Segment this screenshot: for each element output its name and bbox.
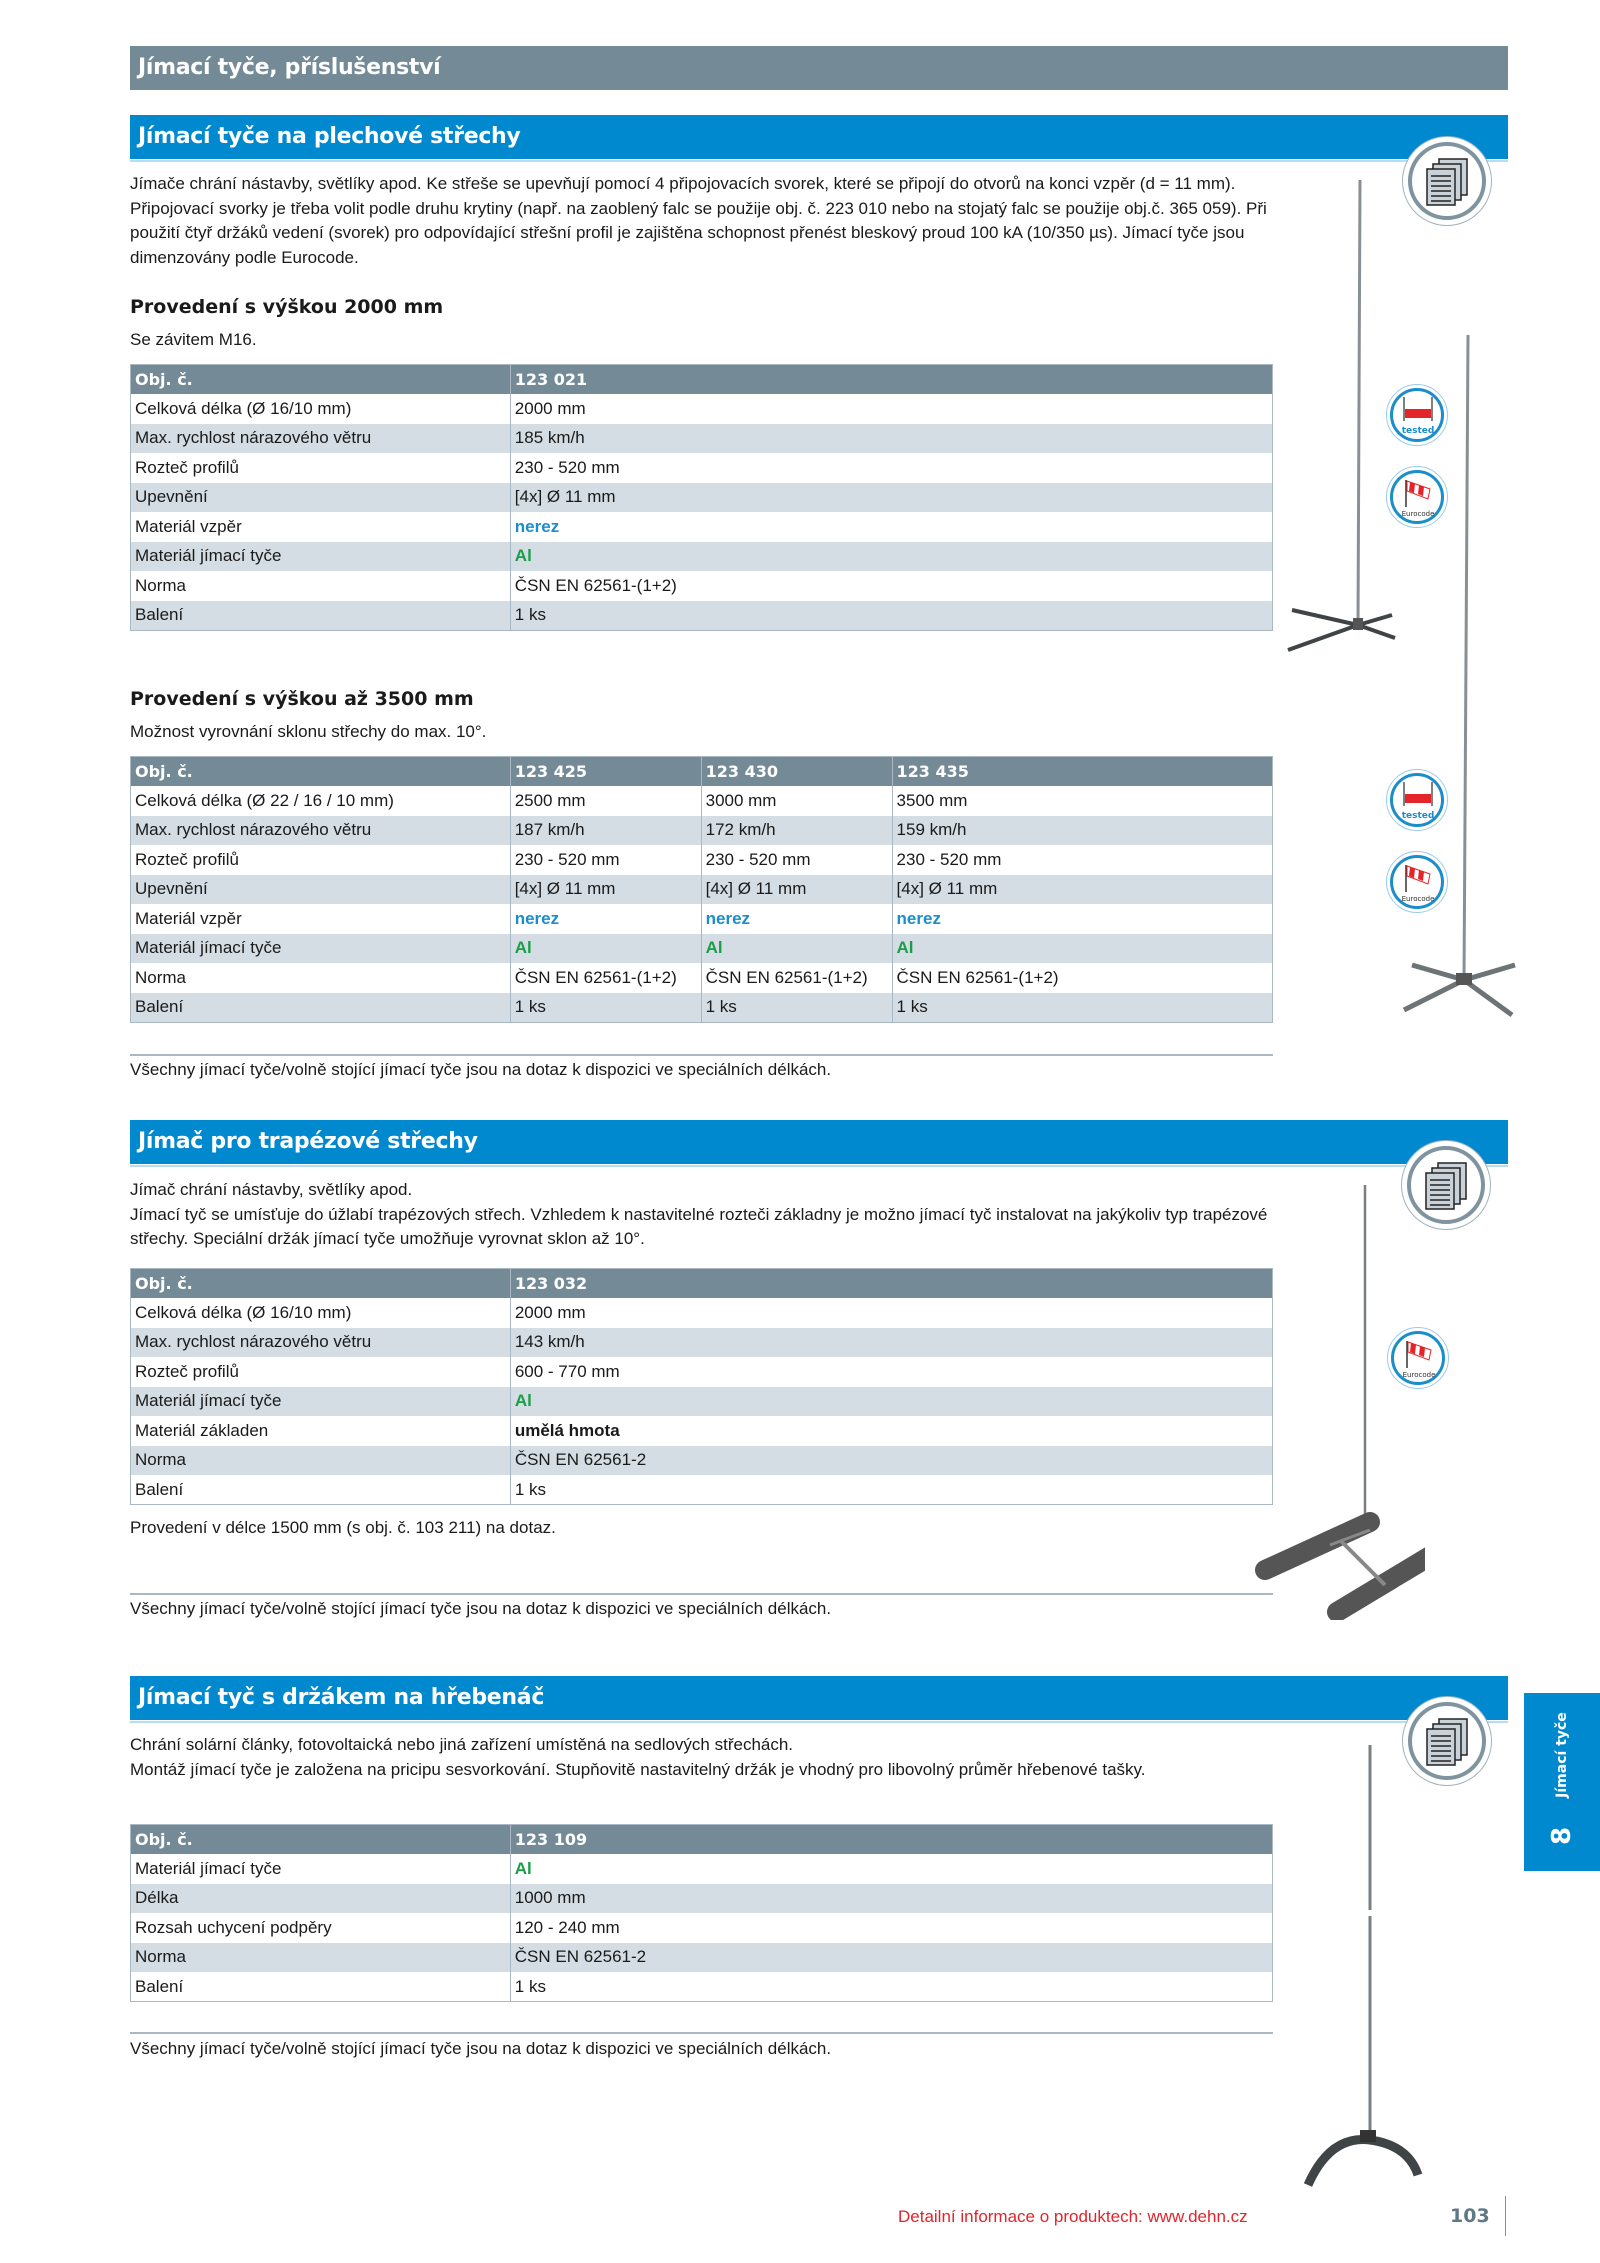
row-label: Upevnění [131,875,511,905]
table-row [131,963,1273,993]
row-label: Rozteč profilů [131,453,511,483]
description-text: Montáž jímací tyče je založena na pricipu sesvorkování. Stupňovitě nastavitelný držák je vhodný pro libovolný průměr hřebenové tašky. [130,1759,1146,1779]
table-row [131,845,1273,875]
description-text: Jímací tyč se umísťuje do úžlabí trapézových střech. Vzhledem k nastavitelné rozteči základny je možno jímací tyč instalovat na jakýkoliv typ trapézové střechy. Speciální držák jímací tyče umožňuje vyrovnat sklon až 10°. [130,1204,1268,1248]
footer-product-info-link[interactable]: Detailní informace o produktech: www.dehn.cz [898,2207,1248,2226]
row-value: Al [510,1387,1272,1417]
product-image-trapezoid-rod [1255,1180,1425,1620]
row-value: 2000 mm [510,394,1272,424]
row-value: 230 - 520 mm [701,845,892,875]
row-label: Balení [131,1475,511,1505]
row-value: 120 - 240 mm [510,1913,1272,1943]
table-row [131,542,1273,572]
row-value: 3500 mm [892,786,1272,816]
description-text: Chrání solární články, fotovoltaická nebo jiná zařízení umístěná na sedlových střechách. [130,1735,794,1754]
spec-table-123032 [130,1268,1273,1505]
row-label: Norma [131,1446,511,1476]
row-value: 1 ks [510,993,701,1023]
row-label: Materiál jímací tyče [131,1387,511,1417]
row-value: 1 ks [510,601,1272,631]
table-row [131,1943,1273,1973]
table-row [131,1913,1273,1943]
section-header-plechove [130,115,1508,159]
variant-heading: Provedení s výškou 2000 mm [130,296,444,318]
row-value: ČSN EN 62561-(1+2) [892,963,1272,993]
row-value: 1 ks [510,1475,1272,1505]
row-label: Max. rychlost nárazového větru [131,816,511,846]
table-row [131,571,1273,601]
row-label: Norma [131,963,511,993]
row-value: nerez [510,512,1272,542]
eurocode-label: Eurocode [1402,1371,1436,1379]
table-row [131,512,1273,542]
row-value: nerez [701,904,892,934]
availability-note: Všechny jímací tyče/volně stojící jímací tyče jsou na dotaz k dispozici ve speciálních délkách. [130,1599,832,1618]
row-label: Materiál vzpěr [131,512,511,542]
row-value: ČSN EN 62561-(1+2) [510,963,701,993]
product-image-rod-3500 [1400,325,1520,1035]
row-value: nerez [892,904,1272,934]
table-row [131,453,1273,483]
row-value: Al [510,934,701,964]
eurocode-label: Eurocode [1401,895,1435,903]
chapter-tab[interactable] [1524,1693,1600,1871]
table-row [131,934,1273,964]
row-value: ČSN EN 62561-2 [510,1943,1272,1973]
table-row [131,1387,1273,1417]
row-value: Al [510,542,1272,572]
row-value: 2500 mm [510,786,701,816]
row-value: 3000 mm [701,786,892,816]
header-order-number-label: Obj. č. [131,1269,511,1299]
header-order-number: 123 435 [892,757,1272,787]
header-order-number: 123 425 [510,757,701,787]
row-value: 1 ks [892,993,1272,1023]
row-label: Norma [131,1943,511,1973]
row-value: 2000 mm [510,1298,1272,1328]
header-order-number-label: Obj. č. [131,365,511,395]
spec-table-123021 [130,364,1273,631]
page-number: 103 [1450,2205,1490,2227]
header-order-number: 123 109 [510,1825,1272,1855]
table-header-row [131,757,1273,787]
row-label: Materiál jímací tyče [131,934,511,964]
table-row [131,786,1273,816]
row-label: Materiál základen [131,1416,511,1446]
section-title-bar [130,46,1508,90]
row-label: Max. rychlost nárazového větru [131,424,511,454]
description-text: Jímač chrání nástavby, světlíky apod. [130,1180,413,1199]
row-value: nerez [510,904,701,934]
page-number-divider [1505,2196,1506,2236]
row-label: Materiál jímací tyče [131,542,511,572]
row-label: Upevnění [131,483,511,513]
chapter-tab-label: Jímací tyče [1554,1712,1570,1798]
row-value: ČSN EN 62561-(1+2) [701,963,892,993]
availability-note: Všechny jímací tyče/volně stojící jímací tyče jsou na dotaz k dispozici ve speciálních délkách. [130,2039,832,2058]
table-header-row [131,1825,1273,1855]
table-row [131,1475,1273,1505]
table-row [131,1446,1273,1476]
row-label: Celková délka (Ø 16/10 mm) [131,1298,511,1328]
row-value: 159 km/h [892,816,1272,846]
row-value: [4x] Ø 11 mm [510,875,701,905]
row-label: Rozteč profilů [131,1357,511,1387]
row-value: Al [510,1854,1272,1884]
row-value: 1000 mm [510,1884,1272,1914]
header-order-number: 123 021 [510,365,1272,395]
table-row [131,1357,1273,1387]
variant-subheading: Se závitem M16. [130,330,257,349]
table-row [131,1298,1273,1328]
section-heading: Jímač pro trapézové střechy [138,1129,478,1154]
section-heading: Jímací tyče na plechové střechy [138,124,521,149]
row-label: Balení [131,993,511,1023]
header-order-number: 123 430 [701,757,892,787]
header-order-number-label: Obj. č. [131,1825,511,1855]
section-description [130,1178,1290,1252]
row-label: Max. rychlost nárazového větru [131,1328,511,1358]
row-value: 185 km/h [510,424,1272,454]
product-image-rod-2000 [1280,170,1400,680]
row-label: Celková délka (Ø 22 / 16 / 10 mm) [131,786,511,816]
section-description [130,1733,1280,1782]
table-row [131,904,1273,934]
table-row [131,483,1273,513]
row-value: 600 - 770 mm [510,1357,1272,1387]
row-value: 187 km/h [510,816,701,846]
row-label: Norma [131,571,511,601]
divider [130,1054,1273,1056]
spec-table-123109 [130,1824,1273,2002]
row-value: [4x] Ø 11 mm [510,483,1272,513]
row-value: umělá hmota [510,1416,1272,1446]
row-value: 230 - 520 mm [892,845,1272,875]
row-value: 172 km/h [701,816,892,846]
table-row [131,1884,1273,1914]
row-label: Rozsah uchycení podpěry [131,1913,511,1943]
row-value: ČSN EN 62561-(1+2) [510,571,1272,601]
section-header-hrebenac [130,1676,1508,1720]
variant-availability-note: Provedení v délce 1500 mm (s obj. č. 103 211) na dotaz. [130,1518,556,1537]
row-value: 230 - 520 mm [510,453,1272,483]
table-row [131,394,1273,424]
table-row [131,601,1273,631]
header-order-number-label: Obj. č. [131,757,511,787]
divider [130,1593,1273,1595]
section-title: Jímací tyče, příslušenství [138,55,441,80]
eurocode-label: Eurocode [1401,510,1435,518]
description-text: Jímače chrání nástavby, světlíky apod. Ke střeše se upevňují pomocí 4 připojovacích svorek, které se připojí do otvorů na konci vzpěr (d = 11 mm). Připojovací svorky je třeba volit podle druhu krytiny (např. na zaoblený falc se použije obj. č. 223 010 nebo na stojatý falc se použije obj.č. 365 059). Při použití čtyř držáků vedení (svorek) pro odpovídající střešní profil je zajištěna schopnost přenést bleskový proud 100 kA (10/350 µs). Jímací tyče jsou dimenzovány podle Eurocode. [130,174,1267,267]
table-header-row [131,1269,1273,1299]
row-label: Celková délka (Ø 16/10 mm) [131,394,511,424]
table-row [131,1416,1273,1446]
table-row [131,875,1273,905]
row-value: [4x] Ø 11 mm [701,875,892,905]
table-row [131,424,1273,454]
divider [130,2032,1273,2034]
table-row [131,1972,1273,2002]
variant-subheading: Možnost vyrovnání sklonu střechy do max. 10°. [130,722,487,741]
section-heading: Jímací tyč s držákem na hřebenáč [138,1685,545,1710]
variant-heading: Provedení s výškou až 3500 mm [130,688,474,710]
row-label: Materiál vzpěr [131,904,511,934]
table-row [131,993,1273,1023]
row-value: 143 km/h [510,1328,1272,1358]
row-value: 230 - 520 mm [510,845,701,875]
row-label: Rozteč profilů [131,845,511,875]
row-label: Délka [131,1884,511,1914]
row-label: Materiál jímací tyče [131,1854,511,1884]
documents-icon[interactable] [1402,136,1492,226]
row-label: Balení [131,601,511,631]
row-value: 1 ks [701,993,892,1023]
section-header-trapezove [130,1120,1508,1164]
tested-label: tested [1401,426,1435,436]
row-value: ČSN EN 62561-2 [510,1446,1272,1476]
table-row [131,1854,1273,1884]
spec-table-1234xx [130,756,1273,1023]
row-value: 1 ks [510,1972,1272,2002]
table-header-row [131,365,1273,395]
table-row [131,816,1273,846]
header-order-number: 123 032 [510,1269,1272,1299]
section-description [130,172,1280,270]
tested-label: tested [1401,811,1435,821]
row-value: Al [701,934,892,964]
table-row [131,1328,1273,1358]
availability-note: Všechny jímací tyče/volně stojící jímací tyče jsou na dotaz k dispozici ve speciálních délkách. [130,1060,832,1079]
row-value: Al [892,934,1272,964]
row-label: Balení [131,1972,511,2002]
chapter-tab-number: 8 [1547,1826,1577,1846]
row-value: [4x] Ø 11 mm [892,875,1272,905]
product-image-ridge-rod [1290,1740,1430,2200]
